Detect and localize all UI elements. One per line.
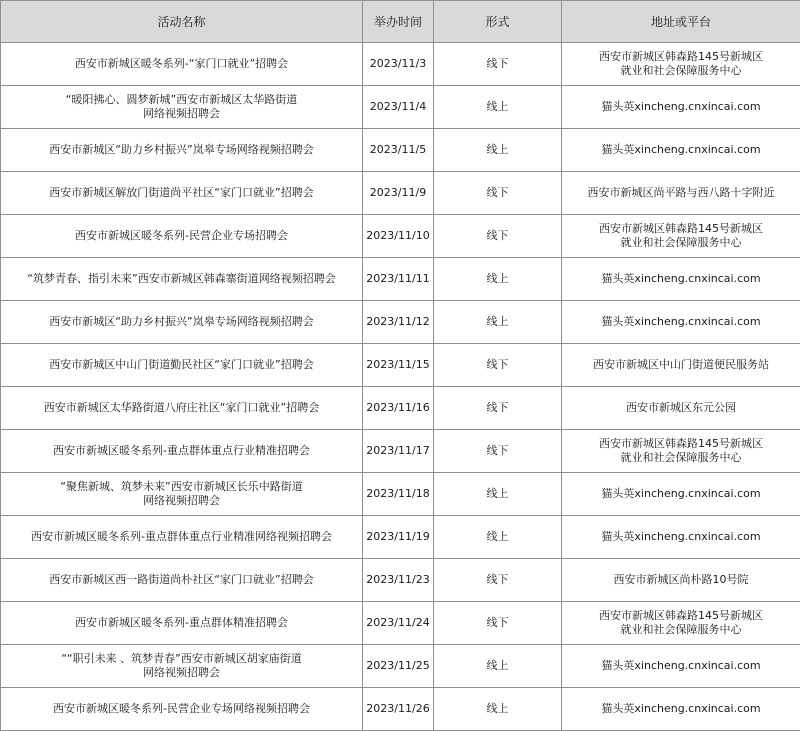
cell-event-name: 西安市新城区暖冬系列-民营企业专场招聘会 xyxy=(1,215,363,258)
cell-location: 西安市新城区东元公园 xyxy=(562,387,800,430)
table-row xyxy=(1,344,800,387)
header-date: 举办时间 xyxy=(363,1,434,43)
cell-event-name: 西安市新城区暖冬系列-民营企业专场网络视频招聘会 xyxy=(1,688,363,731)
cell-format: 线下 xyxy=(434,430,562,473)
table-row xyxy=(1,43,800,86)
header-location: 地址或平台 xyxy=(562,1,800,43)
cell-location: 猫头英xincheng.cnxincai.com xyxy=(562,645,800,688)
cell-format: 线上 xyxy=(434,645,562,688)
table-body xyxy=(1,43,800,731)
cell-event-name: 西安市新城区西一路街道尚朴社区“家门口就业”招聘会 xyxy=(1,559,363,602)
cell-format: 线下 xyxy=(434,172,562,215)
header-row xyxy=(1,1,800,43)
cell-location: 猫头英xincheng.cnxincai.com xyxy=(562,258,800,301)
cell-format: 线下 xyxy=(434,43,562,86)
cell-event-name: 西安市新城区暖冬系列-重点群体精准招聘会 xyxy=(1,602,363,645)
cell-date: 2023/11/17 xyxy=(363,430,434,473)
cell-format: 线上 xyxy=(434,516,562,559)
cell-date: 2023/11/12 xyxy=(363,301,434,344)
cell-event-name: ““职引未来 、筑梦青春”西安市新城区胡家庙街道 网络视频招聘会 xyxy=(1,645,363,688)
cell-event-name: “筑梦青春、指引未来”西安市新城区韩森寨街道网络视频招聘会 xyxy=(1,258,363,301)
cell-event-name: 西安市新城区太华路街道八府庄社区“家门口就业”招聘会 xyxy=(1,387,363,430)
cell-location: 西安市新城区韩森路145号新城区 就业和社会保障服务中心 xyxy=(562,43,800,86)
cell-format: 线下 xyxy=(434,602,562,645)
cell-date: 2023/11/16 xyxy=(363,387,434,430)
cell-event-name: 西安市新城区暖冬系列-重点群体重点行业精准招聘会 xyxy=(1,430,363,473)
cell-format: 线上 xyxy=(434,258,562,301)
table-row xyxy=(1,645,800,688)
cell-date: 2023/11/5 xyxy=(363,129,434,172)
cell-date: 2023/11/11 xyxy=(363,258,434,301)
cell-date: 2023/11/25 xyxy=(363,645,434,688)
cell-location: 猫头英xincheng.cnxincai.com xyxy=(562,129,800,172)
cell-date: 2023/11/26 xyxy=(363,688,434,731)
cell-location: 猫头英xincheng.cnxincai.com xyxy=(562,473,800,516)
table-row xyxy=(1,387,800,430)
cell-format: 线上 xyxy=(434,301,562,344)
cell-event-name: “聚焦新城、筑梦未来”西安市新城区长乐中路街道 网络视频招聘会 xyxy=(1,473,363,516)
cell-location: 西安市新城区中山门街道便民服务站 xyxy=(562,344,800,387)
cell-location: 猫头英xincheng.cnxincai.com xyxy=(562,301,800,344)
cell-date: 2023/11/15 xyxy=(363,344,434,387)
table-row xyxy=(1,129,800,172)
table-row xyxy=(1,516,800,559)
cell-date: 2023/11/9 xyxy=(363,172,434,215)
cell-date: 2023/11/10 xyxy=(363,215,434,258)
cell-location: 猫头英xincheng.cnxincai.com xyxy=(562,688,800,731)
cell-date: 2023/11/23 xyxy=(363,559,434,602)
cell-date: 2023/11/4 xyxy=(363,86,434,129)
cell-format: 线下 xyxy=(434,387,562,430)
table-row xyxy=(1,172,800,215)
table-header xyxy=(1,1,800,43)
cell-event-name: 西安市新城区“助力乡村振兴”岚皋专场网络视频招聘会 xyxy=(1,129,363,172)
cell-location: 西安市新城区尚朴路10号院 xyxy=(562,559,800,602)
cell-event-name: 西安市新城区“助力乡村振兴”岚皋专场网络视频招聘会 xyxy=(1,301,363,344)
cell-event-name: 西安市新城区中山门街道勤民社区“家门口就业”招聘会 xyxy=(1,344,363,387)
table-row xyxy=(1,86,800,129)
cell-date: 2023/11/19 xyxy=(363,516,434,559)
table-row xyxy=(1,430,800,473)
cell-location: 西安市新城区韩森路145号新城区 就业和社会保障服务中心 xyxy=(562,430,800,473)
header-format: 形式 xyxy=(434,1,562,43)
table-row xyxy=(1,258,800,301)
table-row xyxy=(1,473,800,516)
cell-event-name: 西安市新城区暖冬系列-重点群体重点行业精准网络视频招聘会 xyxy=(1,516,363,559)
cell-date: 2023/11/24 xyxy=(363,602,434,645)
cell-location: 西安市新城区韩森路145号新城区 就业和社会保障服务中心 xyxy=(562,602,800,645)
table-row xyxy=(1,559,800,602)
cell-format: 线上 xyxy=(434,473,562,516)
cell-format: 线下 xyxy=(434,215,562,258)
cell-location: 西安市新城区韩森路145号新城区 就业和社会保障服务中心 xyxy=(562,215,800,258)
table-row xyxy=(1,688,800,731)
header-event-name: 活动名称 xyxy=(1,1,363,43)
cell-date: 2023/11/18 xyxy=(363,473,434,516)
cell-location: 猫头英xincheng.cnxincai.com xyxy=(562,86,800,129)
cell-event-name: “暖阳拂心、圆梦新城”西安市新城区太华路街道 网络视频招聘会 xyxy=(1,86,363,129)
cell-format: 线下 xyxy=(434,559,562,602)
cell-date: 2023/11/3 xyxy=(363,43,434,86)
cell-event-name: 西安市新城区暖冬系列-“家门口就业”招聘会 xyxy=(1,43,363,86)
cell-location: 西安市新城区尚平路与西八路十字附近 xyxy=(562,172,800,215)
cell-format: 线上 xyxy=(434,86,562,129)
table-row xyxy=(1,301,800,344)
cell-location: 猫头英xincheng.cnxincai.com xyxy=(562,516,800,559)
cell-format: 线下 xyxy=(434,344,562,387)
cell-event-name: 西安市新城区解放门街道尚平社区“家门口就业”招聘会 xyxy=(1,172,363,215)
table-row xyxy=(1,215,800,258)
cell-format: 线上 xyxy=(434,129,562,172)
cell-format: 线上 xyxy=(434,688,562,731)
table-row xyxy=(1,602,800,645)
